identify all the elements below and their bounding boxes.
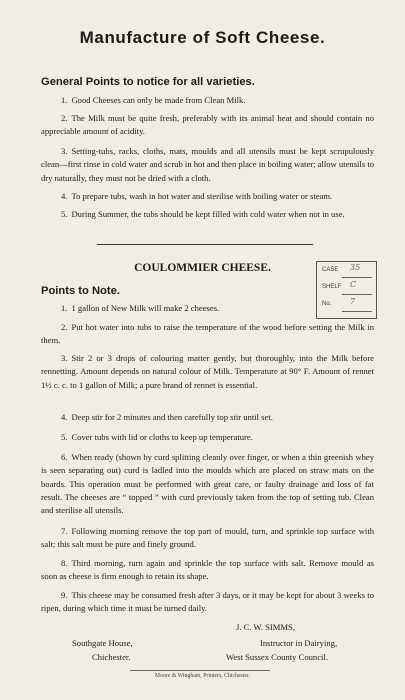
author-name: J. C. W. SIMMS,	[236, 622, 295, 632]
coulommier-point-3	[41, 352, 374, 392]
coulommier-point-2	[41, 321, 374, 348]
stamp-case-row	[322, 263, 372, 279]
point-text: Cover tubs with lid or cloths to keep up temperature.	[71, 432, 253, 442]
author-role-line-1: Instructor in Dairying,	[260, 638, 338, 648]
footer-divider	[130, 670, 270, 671]
point-text: Good Cheeses can only be made from Clean Milk.	[71, 95, 246, 105]
point-number: 8.	[61, 558, 68, 568]
stamp-shelf-value: C	[350, 280, 357, 289]
general-point-4	[41, 190, 374, 203]
point-text: This cheese may be consumed fresh after 3 days, or it may be kept for about 3 weeks to ripen, during which time it must be turned daily.	[41, 590, 374, 614]
coulommier-point-8	[41, 557, 374, 584]
point-text: Third morning, turn again and sprinkle the top surface with salt. Remove mould as soon as cheese is firm enough to retain its shape.	[41, 558, 374, 582]
page-title: Manufacture of Soft Cheese.	[79, 28, 326, 47]
point-number: 4.	[61, 191, 68, 201]
point-number: 9.	[61, 590, 68, 600]
section-divider	[97, 244, 313, 245]
general-point-2	[41, 112, 374, 139]
coulommier-point-9	[41, 589, 374, 616]
point-text: Setting-tubs, racks, cloths, mats, moulds and all utensils must be kept scrupulously clean—first rinse in cold water and scrub in hot and then place in boiling water; allow utensils to dry naturally, they must not be dried with a cloth.	[41, 146, 374, 183]
author-role-line-2: West Sussex County Council.	[226, 652, 328, 662]
coulommier-heading: COULOMMIER CHEESE.	[134, 262, 271, 274]
point-number: 2.	[61, 113, 68, 123]
point-text: To prepare tubs, wash in hot water and sterilise with boiling water or steam.	[71, 191, 333, 201]
points-to-note-heading: Points to Note.	[41, 285, 120, 297]
coulommier-point-6	[41, 451, 374, 517]
point-number: 3.	[61, 146, 68, 156]
general-point-3	[41, 145, 374, 185]
point-text: The Milk must be quite fresh, preferably with its animal heat and should contain no appreciable amount of acidity.	[41, 113, 374, 137]
point-number: 7.	[61, 526, 68, 536]
general-point-1	[41, 94, 374, 107]
point-text: When ready (shown by curd splitting cleanly over finger, or when a thin greenish whey is seen separating out) curd is ladled into the moulds which are placed on straw mats on the boards. This operation must be performed with great care, or faulty drainage and loss of fat result. The cheeses are “ topped ” with curd previously taken from the top of setting tub. Clean and sterilise all utensils.	[41, 452, 374, 516]
point-text: Stir 2 or 3 drops of colouring matter gently, but thoroughly, into the Milk before rennetting. Amount depends on natural colour of Milk. Temperature at 90° F. Amount of rennet 1½ c. c. to 1 gallon of Milk; a pure brand of rennet is essential.	[41, 353, 374, 390]
general-points-heading: General Points to notice for all varieties.	[41, 76, 255, 88]
point-number: 2.	[61, 322, 68, 332]
address-line-1: Southgate House,	[72, 638, 133, 648]
stamp-case-value: 35	[350, 263, 361, 272]
stamp-shelf-row	[322, 280, 372, 296]
coulommier-point-4	[41, 411, 374, 424]
coulommier-point-5	[41, 431, 374, 444]
point-number: 3.	[61, 353, 68, 363]
stamp-no-value: 7	[350, 297, 356, 306]
address-line-2: Chichester.	[92, 652, 131, 662]
point-number: 4.	[61, 412, 68, 422]
stamp-no-label: No.	[322, 301, 332, 307]
point-number: 5.	[61, 432, 68, 442]
stamp-line	[342, 277, 372, 278]
stamp-case-label: CASE	[322, 267, 339, 273]
point-number: 5.	[61, 209, 68, 219]
coulommier-point-1	[41, 302, 374, 315]
point-number: 1.	[61, 303, 68, 313]
point-number: 1.	[61, 95, 68, 105]
point-text: Following morning remove the top part of mould, turn, and sprinkle top surface with salt; this salt must be pure and finely ground.	[41, 526, 374, 550]
stamp-line	[342, 294, 372, 295]
printer-imprint: Moore & Wingham, Printers, Chichester.	[154, 673, 251, 679]
stamp-shelf-label: SHELF	[322, 284, 342, 290]
point-text: Deep stir for 2 minutes and then carefully top stir until set.	[71, 412, 273, 422]
point-text: Put hot water into tubs to raise the temperature of the wood before setting the Milk in them.	[41, 322, 374, 346]
general-point-5	[41, 208, 374, 221]
point-number: 6.	[61, 452, 68, 462]
point-text: 1 gallon of New Milk will make 2 cheeses.	[71, 303, 220, 313]
coulommier-point-7	[41, 525, 374, 552]
point-text: During Summer, the tubs should be kept filled with cold water when not in use.	[71, 209, 345, 219]
